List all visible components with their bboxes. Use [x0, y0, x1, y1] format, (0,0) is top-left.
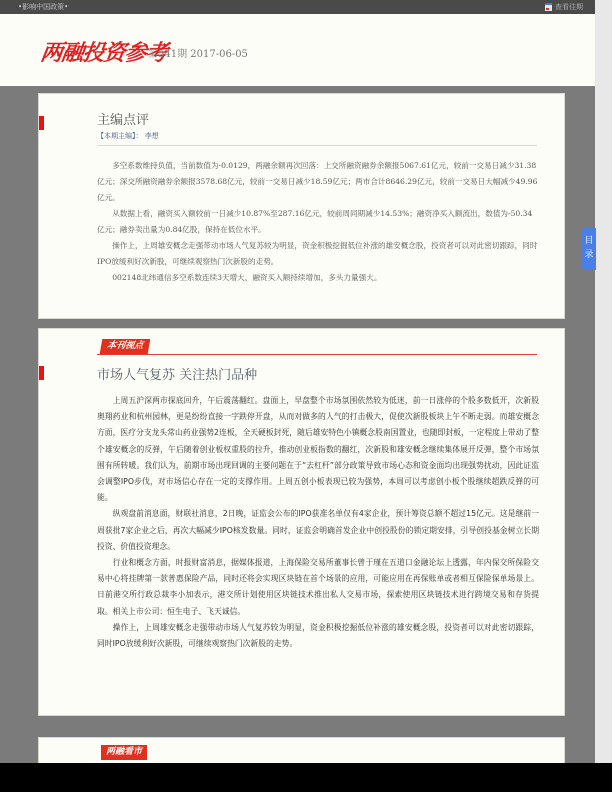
masthead	[0, 14, 595, 86]
section-marker	[39, 366, 44, 380]
view-past-issues-link[interactable]	[545, 2, 583, 12]
toc-label-2: 录	[584, 250, 594, 260]
calendar-icon	[545, 3, 552, 11]
scrollbar[interactable]	[595, 0, 612, 763]
section-tag: 本刊视点	[100, 339, 151, 354]
paragraph: 纵观盘前消息面，财联社消息，2日晚，证监会公布的IPO获准名单仅有4家企业，预计筹资总额不超过15亿元。这是继前一周获批7家企业之后，再次大幅减少IPO核发数量。同时，证监会明确首发企业中创投股份的锁定期安排，引导创投基金树立长期投资、价值投资理念。	[97, 509, 539, 551]
toc-label-1: 目	[584, 236, 594, 246]
editor-review-section	[38, 93, 565, 319]
paragraph: 操作上，上周雄安概念走强带动市场人气复苏较为明显，资金积极挖掘低位补涨的雄安概念股，投资者可以对此密切跟踪，同时IPO放缓利好次新股，可继续观察热门次新股的走势。	[97, 241, 538, 266]
paragraph: 多空系数维持负值，当前数值为-0.0129，两融余额再次回落：上交所融资融券余额报5067.61亿元，较前一交易日减少31.38亿元；深交所融资融券余额报3578.68亿元，较前一交易日减少18.59亿元；两市合计8646.29亿元，较前一交易日大幅减少49.96亿元。	[97, 161, 538, 202]
top-bar	[0, 0, 595, 14]
paragraph: 行业和概念方面，时报财富消息，据媒体报道，上海保险交易所董事长曾于瑾在五道口金融论坛上透露，年内保交所保险交易中心将挂牌第一款普惠保险产品，同时还将会实现区块链在首个场景的应用，可能应用在再保账单或者相互保险保单场景上。日前港交所行政总裁李小加表示，港交所计划使用区块链技术推出私人交易市场，探索使用区块链技术进行跨境交易和存货提取。相关上市公司：恒生电子、飞天诚信。	[97, 558, 539, 616]
section-tag-row	[97, 339, 537, 355]
paragraph: 操作上，上周雄安概念走强带动市场人气复苏较为明显，资金积极挖掘低位补涨的雄安概念股，投资者可以对此密切跟踪，同时IPO放缓利好次新股，可继续观察热门次新股的走势。	[97, 622, 539, 649]
publication-logo: 两融投资参考	[38, 41, 169, 66]
screen-letterbox	[0, 763, 612, 792]
editor-review-body	[97, 158, 539, 286]
section-title: 主编点评	[97, 113, 150, 128]
section-marker	[39, 116, 44, 130]
paragraph: 上周五沪深两市探底回升，午后震荡翻红。盘面上，早盘整个市场氛围依然较为低迷，前一日涨停的个股多数低开，次新股奥翔药业和杭州园林，更是纷纷直接一字跌停开盘，从而对做多的人气的打击极大，促使次新股板块上午不断走弱。而雄安概念方面，医疗分支龙头常山药业强势2连板，全天硬板封死，随后雄安特色小镇概念股南国置业，也随即封板，一定程度上带动了整个雄安概念的反弹，午后随着创业板权重股的拉升，推动创业板指数的翻红，次新股和雄安概念继续集体展开反弹，整个市场氛围有所转暖。我们认为，前期市场出现回调的主要问题在于“去杠杆”部分政策导致市场心态和资金面均出现强势扰动，因此证监会调整IPO步伐，对市场信心存在一定的支撑作用。上周五创小板表现已较为强势，本周可以考虑创小板个股继续超跌反弹的可能。	[97, 396, 539, 503]
viewpoint-section	[38, 328, 565, 716]
article-title: 市场人气复苏 关注热门品种	[97, 368, 258, 383]
slogan: •影响中国政策•	[18, 3, 69, 11]
paragraph: 从数据上看，融资买入额较前一日减少10.87%至287.16亿元，较前周同期减少14.53%；融资净买入额流出，数值为-50.34亿元；融券卖出量为0.84亿股，保持在低位水平。	[97, 209, 533, 234]
market-section	[38, 737, 565, 763]
issue-number-date: 第541期 2017-06-05	[148, 49, 248, 60]
section-tag: 两融看市	[101, 745, 147, 760]
editor-name: 【本期主编】： 李想	[97, 132, 159, 140]
table-of-contents-button[interactable]	[582, 228, 596, 270]
paragraph: 002148北纬通信多空系数连续3天增大，融资买入额持续增加，多头力量强大。	[112, 273, 382, 282]
article-body	[97, 393, 539, 652]
divider	[97, 145, 537, 146]
view-past-issues-label: 查看往期	[555, 3, 583, 11]
